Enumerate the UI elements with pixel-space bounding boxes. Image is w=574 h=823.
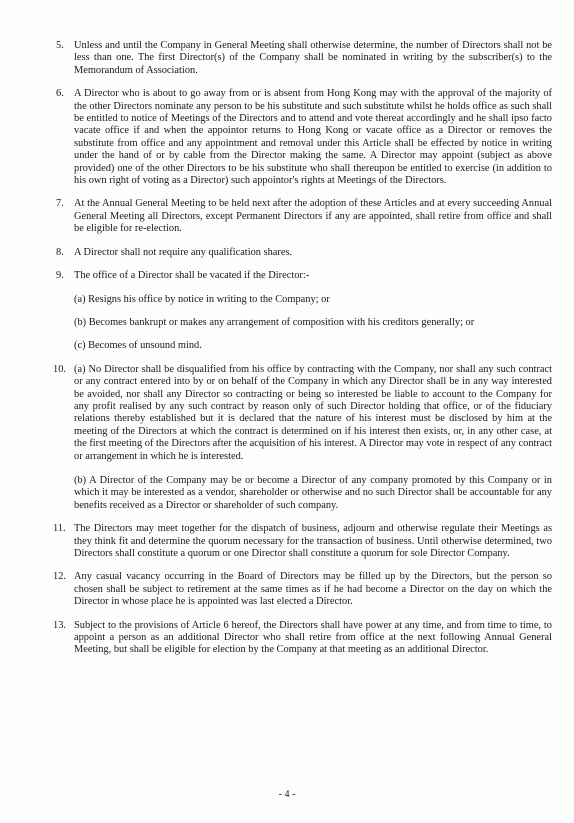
article-text: The office of a Director shall be vacated if the Director:- bbox=[74, 270, 310, 282]
article-text: A Director who is about to go away from or is absent from Hong Kong may with the approval of the majority of the other Directors nominate any person to be his substitute and such substitute whilst he holds office as such shall be entitled to notice of Meetings of the Directors and to attend and vote thereat accordingly and he shall ipso facto vacate office if and when the appointor returns to Hong Kong or vacate office as a Director or removes the substitute from office and any appointment and removal under this Article shall be effected by notice in writing under the hand of or by cable from the Director making the same. A Director may appoint (subject as above provided) one of the other Directors to be his substitute who shall thereupon be entitled to exercise (in addition to his own right of voting as a Director) such appointor's rights at Meetings of the Directors. bbox=[74, 88, 552, 187]
article-10 bbox=[53, 363, 552, 512]
article-text: Unless and until the Company in General Meeting shall otherwise determine, the number of Directors shall not be less than one. The first Director(s) of the Company shall be nominated in writing by the subscriber(s) to the Memorandum of Association. bbox=[74, 40, 552, 76]
article-text-part-b: (b) A Director of the Company may be or become a Director of any company promoted by this Company or in which it may be interested as a vendor, shareholder or otherwise and no such Director shall be accountable for any benefits received as a Director or shareholder of such company. bbox=[74, 474, 552, 511]
article-12 bbox=[53, 571, 552, 608]
article-7 bbox=[56, 198, 552, 235]
article-text: Any casual vacancy occurring in the Board of Directors may be filled up by the Directors, but the person so chosen shall be subject to retirement at the same times as if he had become a Director on the day on which the Director in whose place he is appointed was last elected a Director. bbox=[74, 571, 552, 608]
article-11 bbox=[53, 523, 552, 560]
article-text: At the Annual General Meeting to be held next after the adoption of these Articles and at every succeeding Annual General Meeting all Directors, except Permanent Directors if any are appointed, shall retire from office and shall be eligible for re-election. bbox=[74, 198, 552, 235]
article-number: 8. bbox=[56, 246, 64, 258]
article-text: A Director shall not require any qualification shares. bbox=[74, 246, 293, 258]
article-number: 7. bbox=[56, 198, 64, 210]
article-number: 12. bbox=[53, 571, 66, 583]
article-number: 5. bbox=[56, 40, 64, 51]
article-13 bbox=[53, 619, 552, 657]
article-9-item-b: (b) Becomes bankrupt or makes any arrangement of composition with his creditors generally; or bbox=[74, 316, 475, 328]
article-number: 9. bbox=[56, 270, 64, 282]
article-9-item-c: (c) Becomes of unsound mind. bbox=[74, 340, 202, 352]
article-9-item-a: (a) Resigns his office by notice in writing to the Company; or bbox=[74, 293, 330, 305]
article-number: 11. bbox=[53, 523, 66, 535]
article-9 bbox=[56, 270, 552, 353]
article-5 bbox=[56, 40, 552, 77]
article-number: 13. bbox=[53, 619, 66, 631]
article-8 bbox=[56, 246, 552, 259]
article-text: The Directors may meet together for the dispatch of business, adjourn and otherwise regulate their Meetings as they think fit and determine the quorum necessary for the transaction of business. Until otherwise determined, two Directors shall constitute a quorum or one Director shall constitute a quorum for sole Director Company. bbox=[74, 523, 552, 559]
article-text: Subject to the provisions of Article 6 hereof, the Directors shall have power at any time, and from time to time, to appoint a person as an additional Director who shall retire from office at the next following Annual General Meeting, but shall be eligible for election by the Company at that meeting as an additional Director. bbox=[74, 619, 552, 656]
article-number: 10. bbox=[53, 363, 66, 375]
page-number: - 4 - bbox=[278, 789, 296, 800]
article-6 bbox=[56, 88, 552, 187]
article-text: (a) No Director shall be disqualified from his office by contracting with the Company, nor shall any such contract or any contract entered into by or on behalf of the Company in which any Director shall be in any way interested be avoided, nor shall any Director so contracting or being so interested be liable to account to the Company for any profit realised by any such contract by reason only of such Director holding that office, or of the fiduciary relations thereby established but it is declared that the nature of his interest must be disclosed by him at the meeting of the Directors at which the contract is determined on if his interest then exists, or, in any other case, at the first meeting of the Directors after the acquisition of his interest. A Director may vote in respect of any contract or arrangement in which he is interested. bbox=[74, 363, 552, 462]
article-number: 6. bbox=[56, 88, 64, 100]
